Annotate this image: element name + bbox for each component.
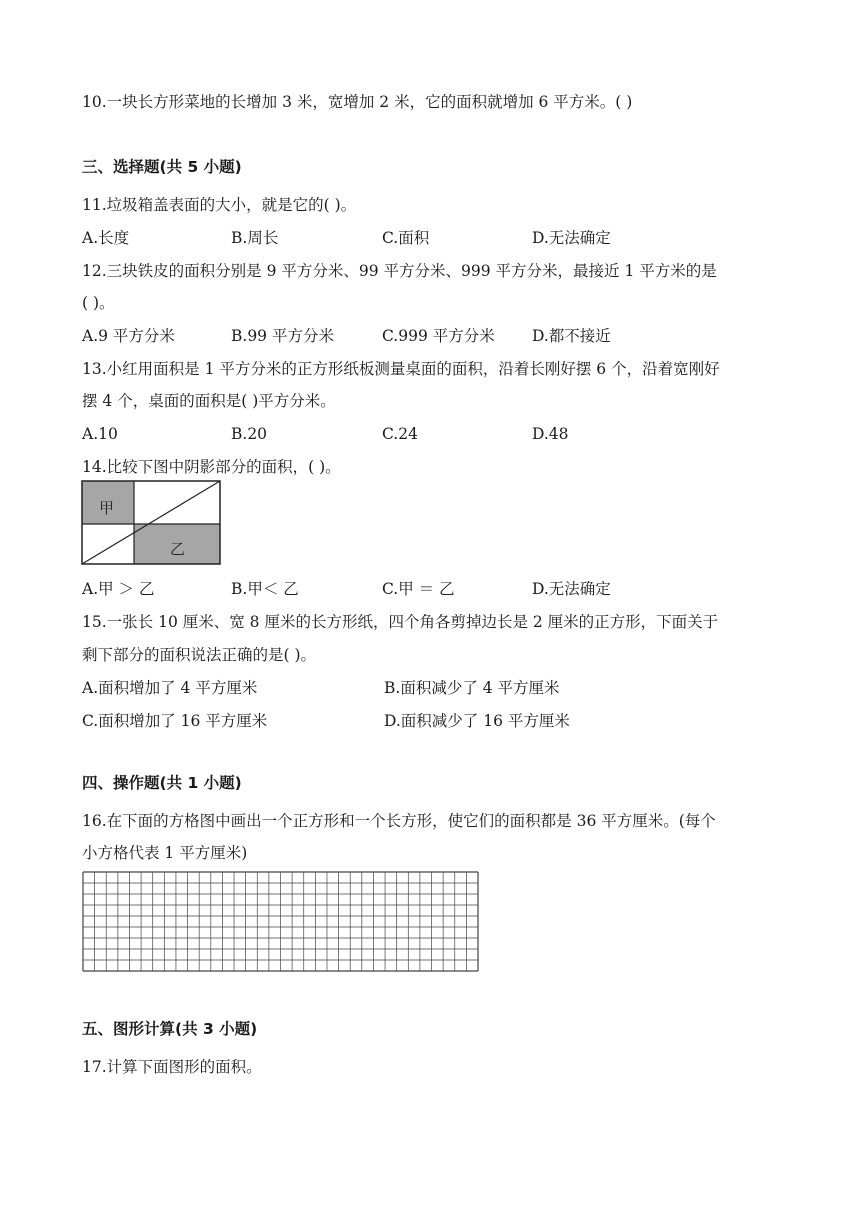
question-16-text-line2: 小方格代表 1 平方厘米) <box>82 844 248 862</box>
question-11-text: 11.垃圾箱盖表面的大小，就是它的( )。 <box>82 196 357 214</box>
q11-option-b: B.周长 <box>231 229 279 247</box>
q15-option-a: A.面积增加了 4 平方厘米 <box>82 679 258 697</box>
question-16-text-line1: 16.在下面的方格图中画出一个正方形和一个长方形，使它们的面积都是 36 平方厘米。(每个 <box>82 812 716 830</box>
q13-option-c: C.24 <box>382 425 418 443</box>
q14-option-d: D.无法确定 <box>532 580 611 598</box>
question-10-text: 10.一块长方形菜地的长增加 3 米，宽增加 2 米，它的面积就增加 6 平方米。( ) <box>82 93 633 111</box>
q12-option-b: B.99 平方分米 <box>231 327 334 345</box>
question-12-text-line2: ( )。 <box>82 294 115 312</box>
q13-option-d: D.48 <box>532 425 569 443</box>
q12-option-a: A.9 平方分米 <box>82 327 175 345</box>
q12-option-c: C.999 平方分米 <box>382 327 495 345</box>
q11-option-a: A.长度 <box>82 229 130 247</box>
q15-option-d: D.面积减少了 16 平方厘米 <box>384 712 570 730</box>
q14-option-b: B.甲＜ 乙 <box>231 580 299 598</box>
q11-option-d: D.无法确定 <box>532 229 611 247</box>
question-15-text-line1: 15.一张长 10 厘米、宽 8 厘米的长方形纸，四个角各剪掉边长是 2 厘米的正方形，下面关于 <box>82 613 719 631</box>
square-grid[interactable] <box>82 871 479 972</box>
q12-option-d: D.都不接近 <box>532 327 611 345</box>
question-14-text: 14.比较下图中阴影部分的面积，( )。 <box>82 458 341 476</box>
section-3-heading: 三、选择题(共 5 小题) <box>82 158 242 176</box>
label-yi: 乙 <box>170 540 186 558</box>
question-13-text-line1: 13.小红用面积是 1 平方分米的正方形纸板测量桌面的面积，沿着长刚好摆 6 个，沿着宽刚好 <box>82 360 720 378</box>
q13-option-a: A.10 <box>82 425 118 443</box>
q14-option-c: C.甲 ＝ 乙 <box>382 580 455 598</box>
q14-option-a: A.甲 ＞ 乙 <box>82 580 155 598</box>
section-4-heading: 四、操作题(共 1 小题) <box>82 774 242 792</box>
q15-option-b: B.面积减少了 4 平方厘米 <box>384 679 560 697</box>
question-17-text: 17.计算下面图形的面积。 <box>82 1058 262 1076</box>
q13-option-b: B.20 <box>231 425 268 443</box>
question-15-text-line2: 剩下部分的面积说法正确的是( )。 <box>82 646 317 664</box>
section-5-heading: 五、图形计算(共 3 小题) <box>82 1020 258 1038</box>
label-jia: 甲 <box>99 499 115 517</box>
question-12-text-line1: 12.三块铁皮的面积分别是 9 平方分米、99 平方分米、999 平方分米，最接近 1 平方米的是 <box>82 262 717 280</box>
question-13-text-line2: 摆 4 个，桌面的面积是( )平方分米。 <box>82 392 336 410</box>
q15-option-c: C.面积增加了 16 平方厘米 <box>82 712 268 730</box>
q11-option-c: C.面积 <box>382 229 430 247</box>
shaded-area-figure <box>81 480 223 568</box>
